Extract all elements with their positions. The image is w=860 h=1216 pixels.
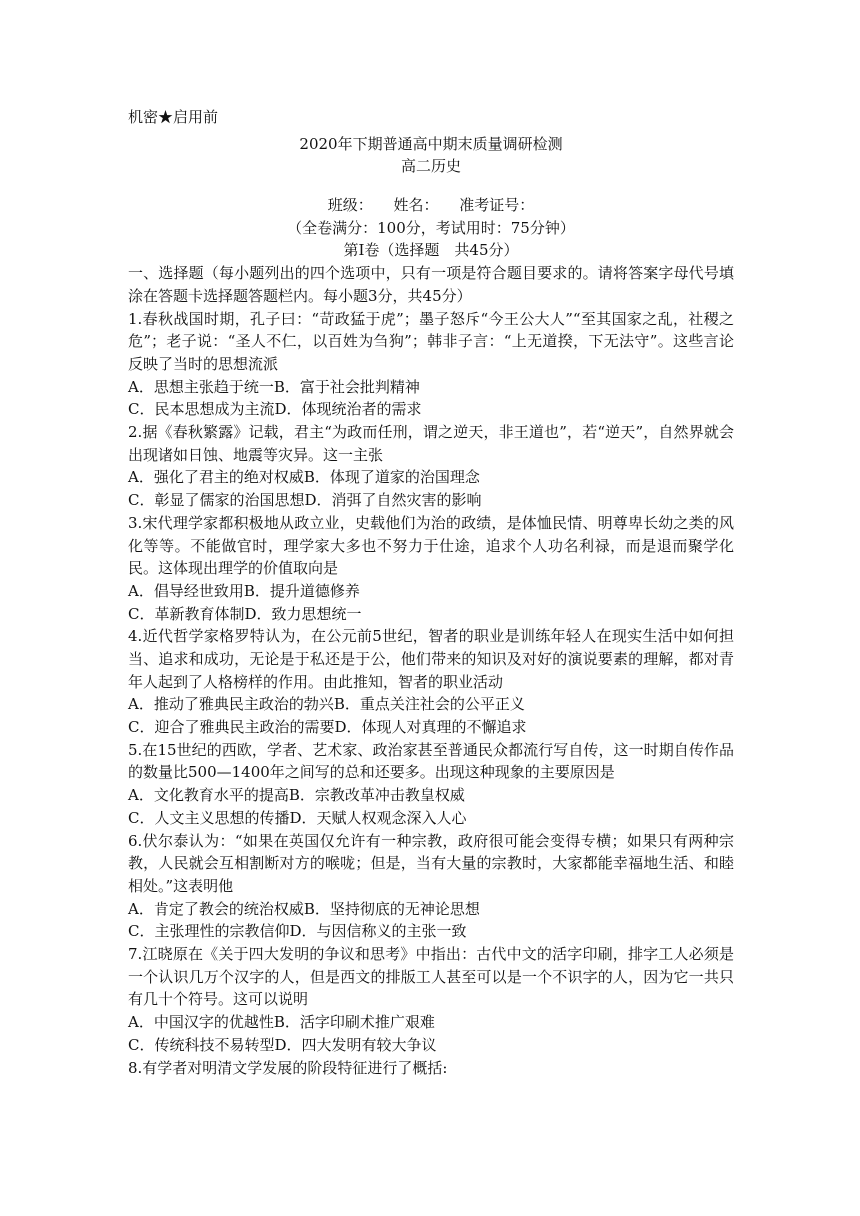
answer-option: A．思想主张趋于统一 (128, 377, 274, 396)
option-row (128, 716, 734, 739)
answer-option: C．民本思想成为主流 (128, 400, 275, 419)
question-stem: 5.在15世纪的西欧，学者、艺术家、政治家甚至普通民众都流行写自传，这一时期自传作品的数量比500—1400年之间写的总和还要多。出现这种现象的主要原因是 (128, 740, 734, 782)
answer-option: C．迎合了雅典民主政治的需要 (128, 718, 335, 737)
option-row (128, 920, 734, 943)
option-row (128, 376, 734, 399)
question-stem: 3.宋代理学家都积极地从政立业，史载他们为治的政绩，是体恤民情、明尊卑长幼之类的风化等等。不能做官时，理学家大多也不努力于仕途，追求个人功名利禄，而是退而聚学化民。这体现出理学的价值取向是 (128, 513, 734, 578)
name-field-label: 姓名： (393, 196, 439, 215)
option-row (128, 466, 734, 489)
answer-option: B．活字印刷术推广艰难 (273, 1013, 435, 1032)
answer-option: D．天赋人权观念深入人心 (289, 808, 467, 827)
exam-title: 2020年下期普通高中期末质量调研检测 (299, 134, 563, 153)
question-stem: 7.江晓原在《关于四大发明的争议和思考》中指出：古代中文的活字印刷，排字工人必须是一个认识几万个汉字的人，但是西文的排版工人甚至可以是一个不识字的人，因为它一共只有几十个符号。这可以说明 (128, 945, 734, 1009)
question-list (128, 308, 734, 1080)
option-row (128, 784, 734, 807)
answer-option: B．坚持彻底的无神论思想 (303, 899, 480, 918)
option-row (128, 580, 734, 603)
student-info-fields (128, 194, 734, 217)
part-heading: 第Ⅰ卷（选择题 共45分） (343, 241, 519, 260)
question-stem: 6.伏尔泰认为：“如果在英国仅允许有一种宗教，政府很可能会变得专横；如果只有两种宗教，人民就会互相割断对方的喉咙；但是，当有大量的宗教时，大家都能幸福地生活、和睦相处。”这表明他 (128, 831, 734, 895)
answer-option: D．体现统治者的需求 (274, 400, 422, 419)
class-field-label: 班级： (327, 196, 373, 215)
answer-option: B．体现了道家的治国理念 (303, 468, 480, 487)
answer-option: D．致力思想统一 (244, 604, 362, 623)
answer-option: C．人文主义思想的传播 (128, 808, 290, 827)
option-row (128, 489, 734, 512)
answer-option: A．强化了君主的绝对权威 (128, 468, 304, 487)
question-stem: 4.近代哲学家格罗特认为，在公元前5世纪，智者的职业是训练年轻人在现实生活中如何担当、追求和成功，无论是于私还是于公，他们带来的知识及对好的演说要素的理解，都对青年人起到了人格榜样的作用。由此推知，智者的职业活动 (128, 627, 734, 691)
answer-option: D．消弭了自然灾害的影响 (304, 491, 482, 510)
answer-option: D．体现人对真理的不懈追求 (334, 718, 527, 737)
option-row (128, 1011, 734, 1034)
answer-option: C．革新教育体制 (128, 604, 245, 623)
answer-option: A．推动了雅典民主政治的勃兴 (128, 695, 334, 714)
answer-option: C．彰显了儒家的治国思想 (128, 491, 305, 510)
answer-option: D．与因信称义的主张一致 (289, 922, 467, 941)
answer-option: A．倡导经世致用 (128, 581, 244, 600)
exam-subject: 高二历史 (400, 157, 461, 176)
question-stem: 2.据《春秋繁露》记载，君主“为政而任刑，谓之逆天，非王道也”，若“逆天”，自然界就会出现诸如日蚀、地震等灾异。这一主张 (128, 423, 734, 464)
question-stem: 8.有学者对明清文学发展的阶段特征进行了概括: (128, 1058, 448, 1077)
spacer (128, 178, 734, 194)
option-row (128, 898, 734, 921)
confidential-mark: 机密★启用前 (128, 108, 219, 126)
answer-option: C．传统科技不易转型 (128, 1035, 275, 1054)
answer-option: A．肯定了教会的统治权威 (128, 899, 304, 918)
answer-option: B．重点关注社会的公平正义 (333, 695, 525, 714)
answer-option: B．富于社会批判精神 (273, 377, 420, 396)
question-stem: 1.春秋战国时期，孔子曰：“苛政猛于虎”；墨子怒斥“今王公大人”“至其国家之乱，社稷之危”；老子说：“圣人不仁，以百姓为刍狗”；韩非子言：“上无道揆，下无法守”。这些言论反映了当时的思想流派 (128, 309, 734, 373)
option-row (128, 603, 734, 626)
answer-option: B．宗教改革冲击教皇权威 (288, 786, 465, 805)
answer-option: A．中国汉字的优越性 (128, 1013, 274, 1032)
option-row (128, 1034, 734, 1057)
answer-option: D．四大发明有较大争议 (274, 1035, 437, 1054)
exam-info: （全卷满分：100分，考试用时：75分钟） (287, 218, 575, 237)
option-row (128, 693, 734, 716)
exam-id-field-label: 准考证号： (459, 196, 535, 215)
option-row (128, 398, 734, 421)
section-instructions: 一、选择题（每小题列出的四个选项中，只有一项是符合题目要求的。请将答案字母代号填涂在答题卡选择题答题栏内。每小题3分，共45分） (128, 264, 734, 305)
answer-option: C．主张理性的宗教信仰 (128, 922, 290, 941)
answer-option: A．文化教育水平的提高 (128, 786, 289, 805)
answer-option: B．提升道德修养 (243, 581, 360, 600)
option-row (128, 807, 734, 830)
